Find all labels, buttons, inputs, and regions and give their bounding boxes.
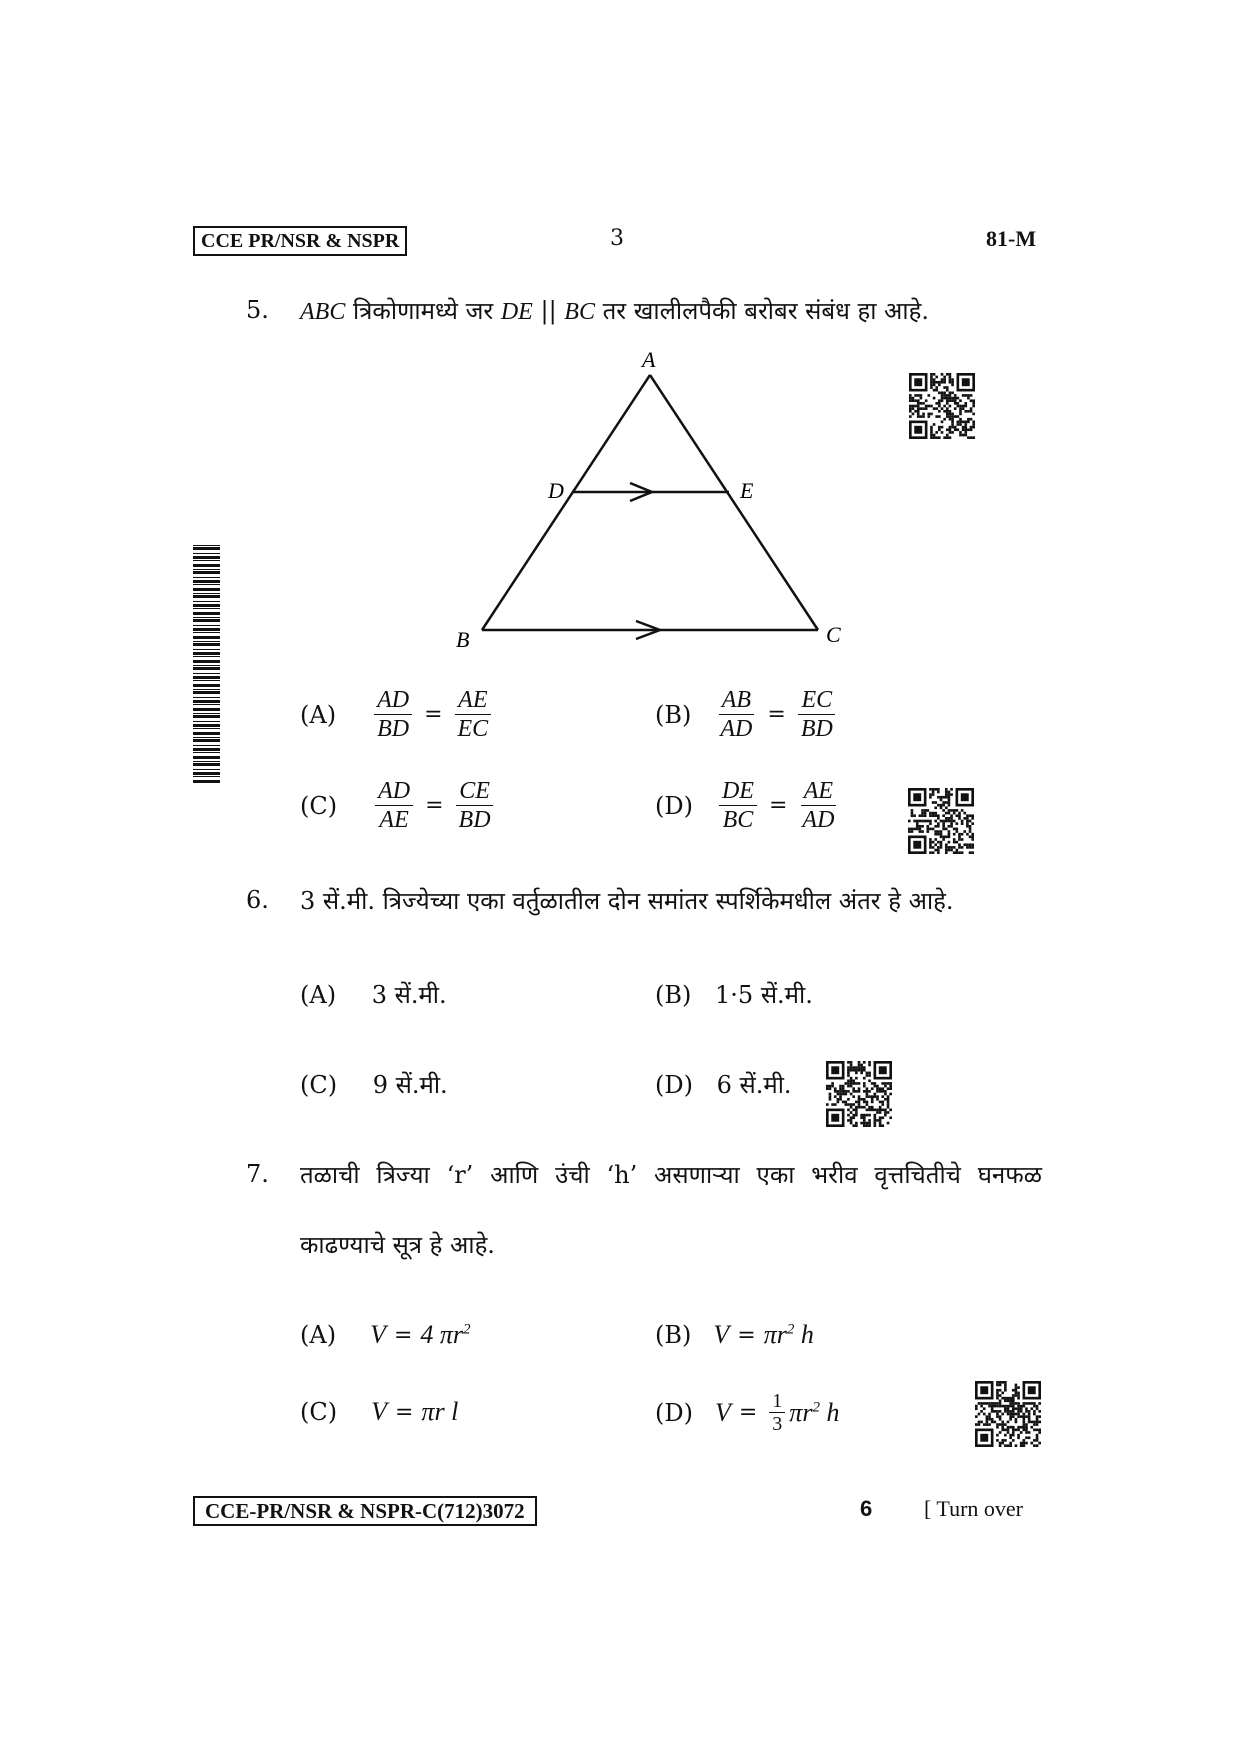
q5-option-b-right-fraction: $\frac{EC}{BD}$ <box>798 686 836 743</box>
q7-option-d[interactable] <box>655 1390 839 1435</box>
q5-option-a-label: (A) <box>300 700 337 729</box>
q7-option-c-equals: = <box>394 1399 414 1425</box>
q6-option-d-label: (D) <box>655 1071 693 1099</box>
q6-number: 6. <box>246 886 269 914</box>
q6-option-d[interactable] <box>655 1068 792 1101</box>
header-right-code: 81-M <box>986 226 1037 251</box>
q7-option-b-lhs: V <box>713 1320 730 1349</box>
q7-option-a-lhs: V <box>370 1320 386 1349</box>
q6-text: 3 सें.मी. त्रिज्येच्या एका वर्तुळातील दोन समांतर स्पर्शिकेमधील अंतर हे आहे. <box>300 887 954 915</box>
q6-option-a-value: 3 सें.मी. <box>371 981 447 1009</box>
q5-option-d-right-fraction: $\frac{AE}{AD}$ <box>802 778 835 833</box>
q5-number: 5. <box>246 296 269 324</box>
q6-option-c-label: (C) <box>300 1071 338 1099</box>
q5-mid1: त्रिकोणामध्ये जर <box>352 297 494 325</box>
label-d: D <box>548 478 564 503</box>
qr-code-image <box>909 373 975 439</box>
q5-option-b[interactable] <box>655 686 840 743</box>
qr-code-image <box>975 1381 1041 1447</box>
q5-de: DE <box>500 299 533 325</box>
q5-option-c-left-fraction: $\frac{AD}{AE}$ <box>375 777 413 834</box>
q6-option-a-label: (A) <box>300 981 337 1009</box>
q7-option-c-rhs: πr l <box>421 1397 459 1426</box>
triangle-figure <box>440 340 860 660</box>
q5-option-c[interactable] <box>300 777 498 834</box>
q6-option-b[interactable] <box>655 978 813 1011</box>
footer-sheet-number: 6 <box>860 1496 873 1521</box>
q5-option-a-right-fraction: $\frac{AE}{EC}$ <box>455 686 492 743</box>
q5-abc: ABC <box>300 299 346 325</box>
q7-option-d-rhs: $\pi r^2$ h <box>789 1397 840 1427</box>
q5-option-a-left-fraction: $\frac{AD}{BD}$ <box>374 686 412 743</box>
q7-option-d-fraction: $\frac{1}{3}$ <box>769 1390 785 1435</box>
q5-option-c-right-fraction: $\frac{CE}{BD}$ <box>456 777 494 834</box>
qr-code-image <box>826 1061 892 1127</box>
q7-option-a[interactable] <box>300 1320 471 1350</box>
q5-option-c-equals: = <box>425 793 444 818</box>
q5-option-d-label: (D) <box>655 791 693 820</box>
q5-option-d[interactable] <box>655 777 841 834</box>
q7-option-c[interactable] <box>300 1397 458 1427</box>
q7-option-d-lhs: V <box>714 1397 731 1427</box>
page-number: 3 <box>610 226 624 251</box>
q7-option-a-label: (A) <box>300 1321 337 1349</box>
q6-option-b-label: (B) <box>655 981 692 1009</box>
q5-parallel: || <box>540 297 557 325</box>
side-ab <box>482 375 650 630</box>
q7-option-d-equals: = <box>738 1400 758 1425</box>
q5-option-c-label: (C) <box>300 791 338 820</box>
q7-option-a-equals: = <box>393 1322 413 1348</box>
q5-option-b-left-fraction: $\frac{AB}{AD}$ <box>720 687 753 742</box>
q7-option-a-rhs: 4 $\pi r^2$ <box>420 1320 471 1349</box>
q5-bc: BC <box>564 299 595 325</box>
q6-option-d-value: 6 सें.मी. <box>716 1071 792 1099</box>
q5-end: तर खालीलपैकी बरोबर संबंध हा आहे. <box>602 297 929 325</box>
q7-option-c-label: (C) <box>300 1398 338 1426</box>
footer-turn-over: [ Turn over <box>924 1496 1024 1521</box>
label-e: E <box>740 478 754 503</box>
label-b: B <box>456 627 470 652</box>
q5-option-d-equals: = <box>768 793 788 818</box>
q7-option-b-equals: = <box>737 1322 756 1348</box>
q7-line1: तळाची त्रिज्या ‘r’ आणि उंची ‘h’ असणाऱ्या एका भरीव वृत्तचितीचे घनफळ <box>300 1161 1042 1189</box>
q7-line2: काढण्याचे सूत्र हे आहे. <box>300 1231 495 1259</box>
header-left-code: CCE PR/NSR & NSPR <box>193 226 407 256</box>
side-ac <box>650 375 818 630</box>
label-c: C <box>826 622 841 647</box>
q7-option-c-lhs: V <box>371 1397 387 1426</box>
label-a: A <box>642 347 656 372</box>
q6-option-b-value: 1·5 सें.मी. <box>715 981 813 1009</box>
q5-option-a-equals: = <box>424 702 443 727</box>
q5-option-b-equals: = <box>767 702 786 727</box>
q7-option-b[interactable] <box>655 1320 814 1350</box>
q7-option-b-label: (B) <box>655 1321 692 1349</box>
q6-option-a[interactable] <box>300 978 447 1011</box>
q5-option-b-label: (B) <box>655 700 692 729</box>
q7-option-b-rhs: $\pi r^2$ h <box>763 1320 814 1349</box>
qr-code-image <box>908 788 974 854</box>
q6-option-c-value: 9 सें.मी. <box>372 1071 448 1099</box>
q5-option-d-left-fraction: $\frac{DE}{BC}$ <box>719 777 757 834</box>
q7-option-d-label: (D) <box>655 1398 693 1427</box>
footer-code: CCE-PR/NSR & NSPR-C(712)3072 <box>193 1496 537 1526</box>
q5-option-a[interactable] <box>300 686 495 743</box>
barcode-image <box>193 545 220 785</box>
q5-text <box>300 294 929 327</box>
q6-option-c[interactable] <box>300 1068 448 1101</box>
q7-number: 7. <box>246 1160 269 1188</box>
